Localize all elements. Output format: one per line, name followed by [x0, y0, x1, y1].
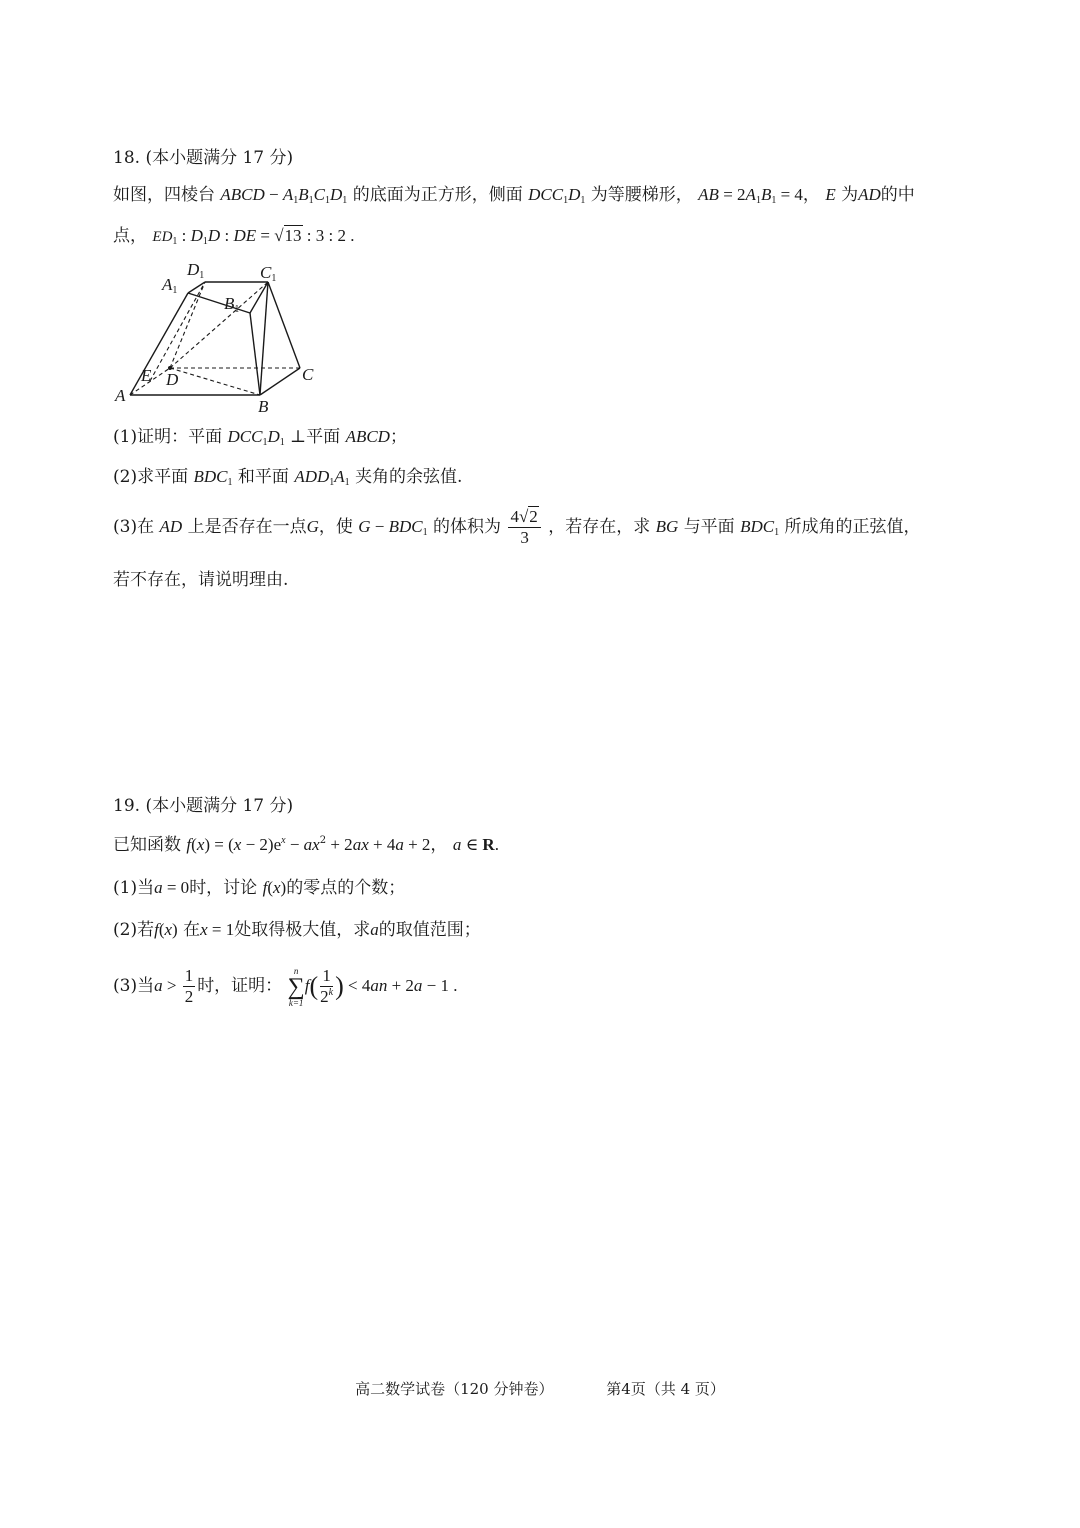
- math: a: [452, 835, 462, 854]
- math: ABCD: [345, 427, 390, 446]
- text: ⊥平面: [290, 427, 341, 447]
- text: 如图，四棱台: [113, 185, 215, 205]
- text: 点，: [113, 226, 147, 246]
- math: AD: [159, 517, 183, 536]
- footer-page-number: 第4页（共 4 页）: [606, 1380, 725, 1398]
- edge-b1c1: [250, 282, 268, 313]
- label-e: E: [141, 366, 152, 385]
- label-d: D: [166, 370, 179, 389]
- math: $BDC_1$: [193, 467, 233, 488]
- q18-part3-cont: 若不存在，请说明理由.: [113, 570, 289, 590]
- text: ，: [430, 835, 448, 855]
- edge-bb1: [250, 313, 260, 395]
- label-a: A: [115, 386, 126, 405]
- q19-part3: (3)当a > $\frac{1}{2}$ 时，证明： n ∑ k=1 f( $\frac{1}{2^k}$ ) < 4an + 2a − 1 .: [113, 965, 458, 1008]
- text: 在: [183, 920, 201, 940]
- math: BG: [655, 517, 679, 536]
- text: ，若存在，求: [548, 517, 651, 537]
- edge-dc1: [170, 282, 268, 368]
- text: (2)若: [113, 920, 155, 940]
- math: AD: [858, 185, 881, 204]
- math: f: [262, 878, 268, 897]
- label-c: C: [302, 365, 314, 384]
- text: 的底面为正方形，侧面: [352, 185, 523, 205]
- q18-part3: (3)在 AD 上是否存在一点G，使 $G - BDC_1$ 的体积为 $\frac{4√2}{3}$ ，若存在，求 BG 与平面 $BDC_1$ 所成角的正弦值，: [113, 507, 921, 547]
- q19-intro: 已知函数 $f(x) = (x - 2)e^x - ax^2 + 2ax + 4a + 2$， a ∈ R.: [113, 835, 499, 855]
- text: 的体积为: [433, 517, 502, 537]
- q18-heading: 18. (本小题满分 17 分): [113, 148, 294, 168]
- text: 的取值范围；: [378, 920, 481, 940]
- text: 的零点的个数；: [286, 878, 406, 898]
- text: 为: [841, 185, 859, 205]
- edge-aa1: [130, 293, 188, 395]
- text: (1)当: [113, 878, 155, 898]
- summation: n ∑ k=1: [287, 965, 305, 1008]
- text: 为等腰梯形，: [590, 185, 693, 205]
- text: 的中: [880, 185, 915, 205]
- q19-heading: 19. (本小题满分 17 分): [113, 796, 294, 816]
- text: 与平面: [683, 517, 735, 537]
- q18-part2: [113, 465, 462, 489]
- math: $ED_1$: [152, 229, 178, 247]
- edge-ed1: [150, 282, 205, 381]
- math: $DCC_1D_1$: [227, 427, 285, 448]
- text: 已知函数: [113, 835, 181, 855]
- label-c1: C1: [260, 263, 277, 284]
- edge-cc1: [268, 282, 300, 368]
- edge-bc1: [260, 282, 268, 395]
- math: AB: [698, 185, 719, 204]
- text: (3)在: [113, 517, 155, 537]
- edge-a1b1: [188, 293, 250, 313]
- text: 和平面: [237, 467, 289, 487]
- q18-intro-line2: 点， $ED_1$ : $D_1D$ : DE = √13 : 3 : 2 .: [113, 226, 355, 247]
- math: G: [358, 517, 371, 536]
- text: 夹角的余弦值.: [355, 467, 463, 487]
- page-footer: [0, 1378, 1080, 1399]
- math: $BDC_1$: [740, 517, 780, 538]
- math: ABCD: [220, 185, 265, 204]
- math: E: [825, 185, 836, 204]
- fraction-volume: $\frac{4√2}{3}$: [508, 507, 540, 548]
- text: 上是否存在一点: [187, 517, 307, 537]
- text: 所成角的正弦值，: [784, 517, 921, 537]
- text: 处取得极大值，求: [234, 920, 371, 940]
- q19-part2: (2)若f(x) 在x = 1处取得极大值，求a的取值范围；: [113, 920, 481, 940]
- text: 时，证明：: [197, 976, 283, 996]
- text: (1)证明：平面: [113, 427, 223, 447]
- label-b1: B1: [224, 294, 240, 315]
- math: f: [186, 835, 192, 854]
- math: $DCC_1D_1$: [528, 185, 586, 206]
- text: ；: [389, 427, 407, 447]
- frustum-figure: [110, 258, 340, 418]
- edge-bc: [260, 368, 300, 395]
- fraction-half: $\frac{1}{2}$: [184, 966, 194, 1006]
- text: ，使: [318, 517, 353, 537]
- label-b: B: [258, 397, 269, 416]
- fraction-inv-pow: $\frac{1}{2^k}$: [320, 966, 334, 1006]
- q19-part1: (1)当a = 0时，讨论 f(x)的零点的个数；: [113, 878, 406, 898]
- label-d1: D1: [187, 260, 205, 281]
- text: (2)求平面: [113, 467, 189, 487]
- edge-db: [170, 368, 260, 395]
- math: $ADD_1A_1$: [294, 467, 350, 488]
- text: 时，讨论: [189, 878, 258, 898]
- footer-exam-title: 高二数学试卷（120 分钟卷）: [355, 1380, 554, 1398]
- q18-part1: [113, 425, 407, 449]
- text: (3)当: [113, 976, 155, 996]
- q18-intro-line1: 如图，四棱台 ABCD − $A_1B_1C_1D_1$ 的底面为正方形，侧面 $DCC_1D_1$ 为等腰梯形， AB = $2A_1B_1 = 4$， E 为AD的中: [113, 185, 915, 206]
- label-a1: A1: [162, 275, 178, 296]
